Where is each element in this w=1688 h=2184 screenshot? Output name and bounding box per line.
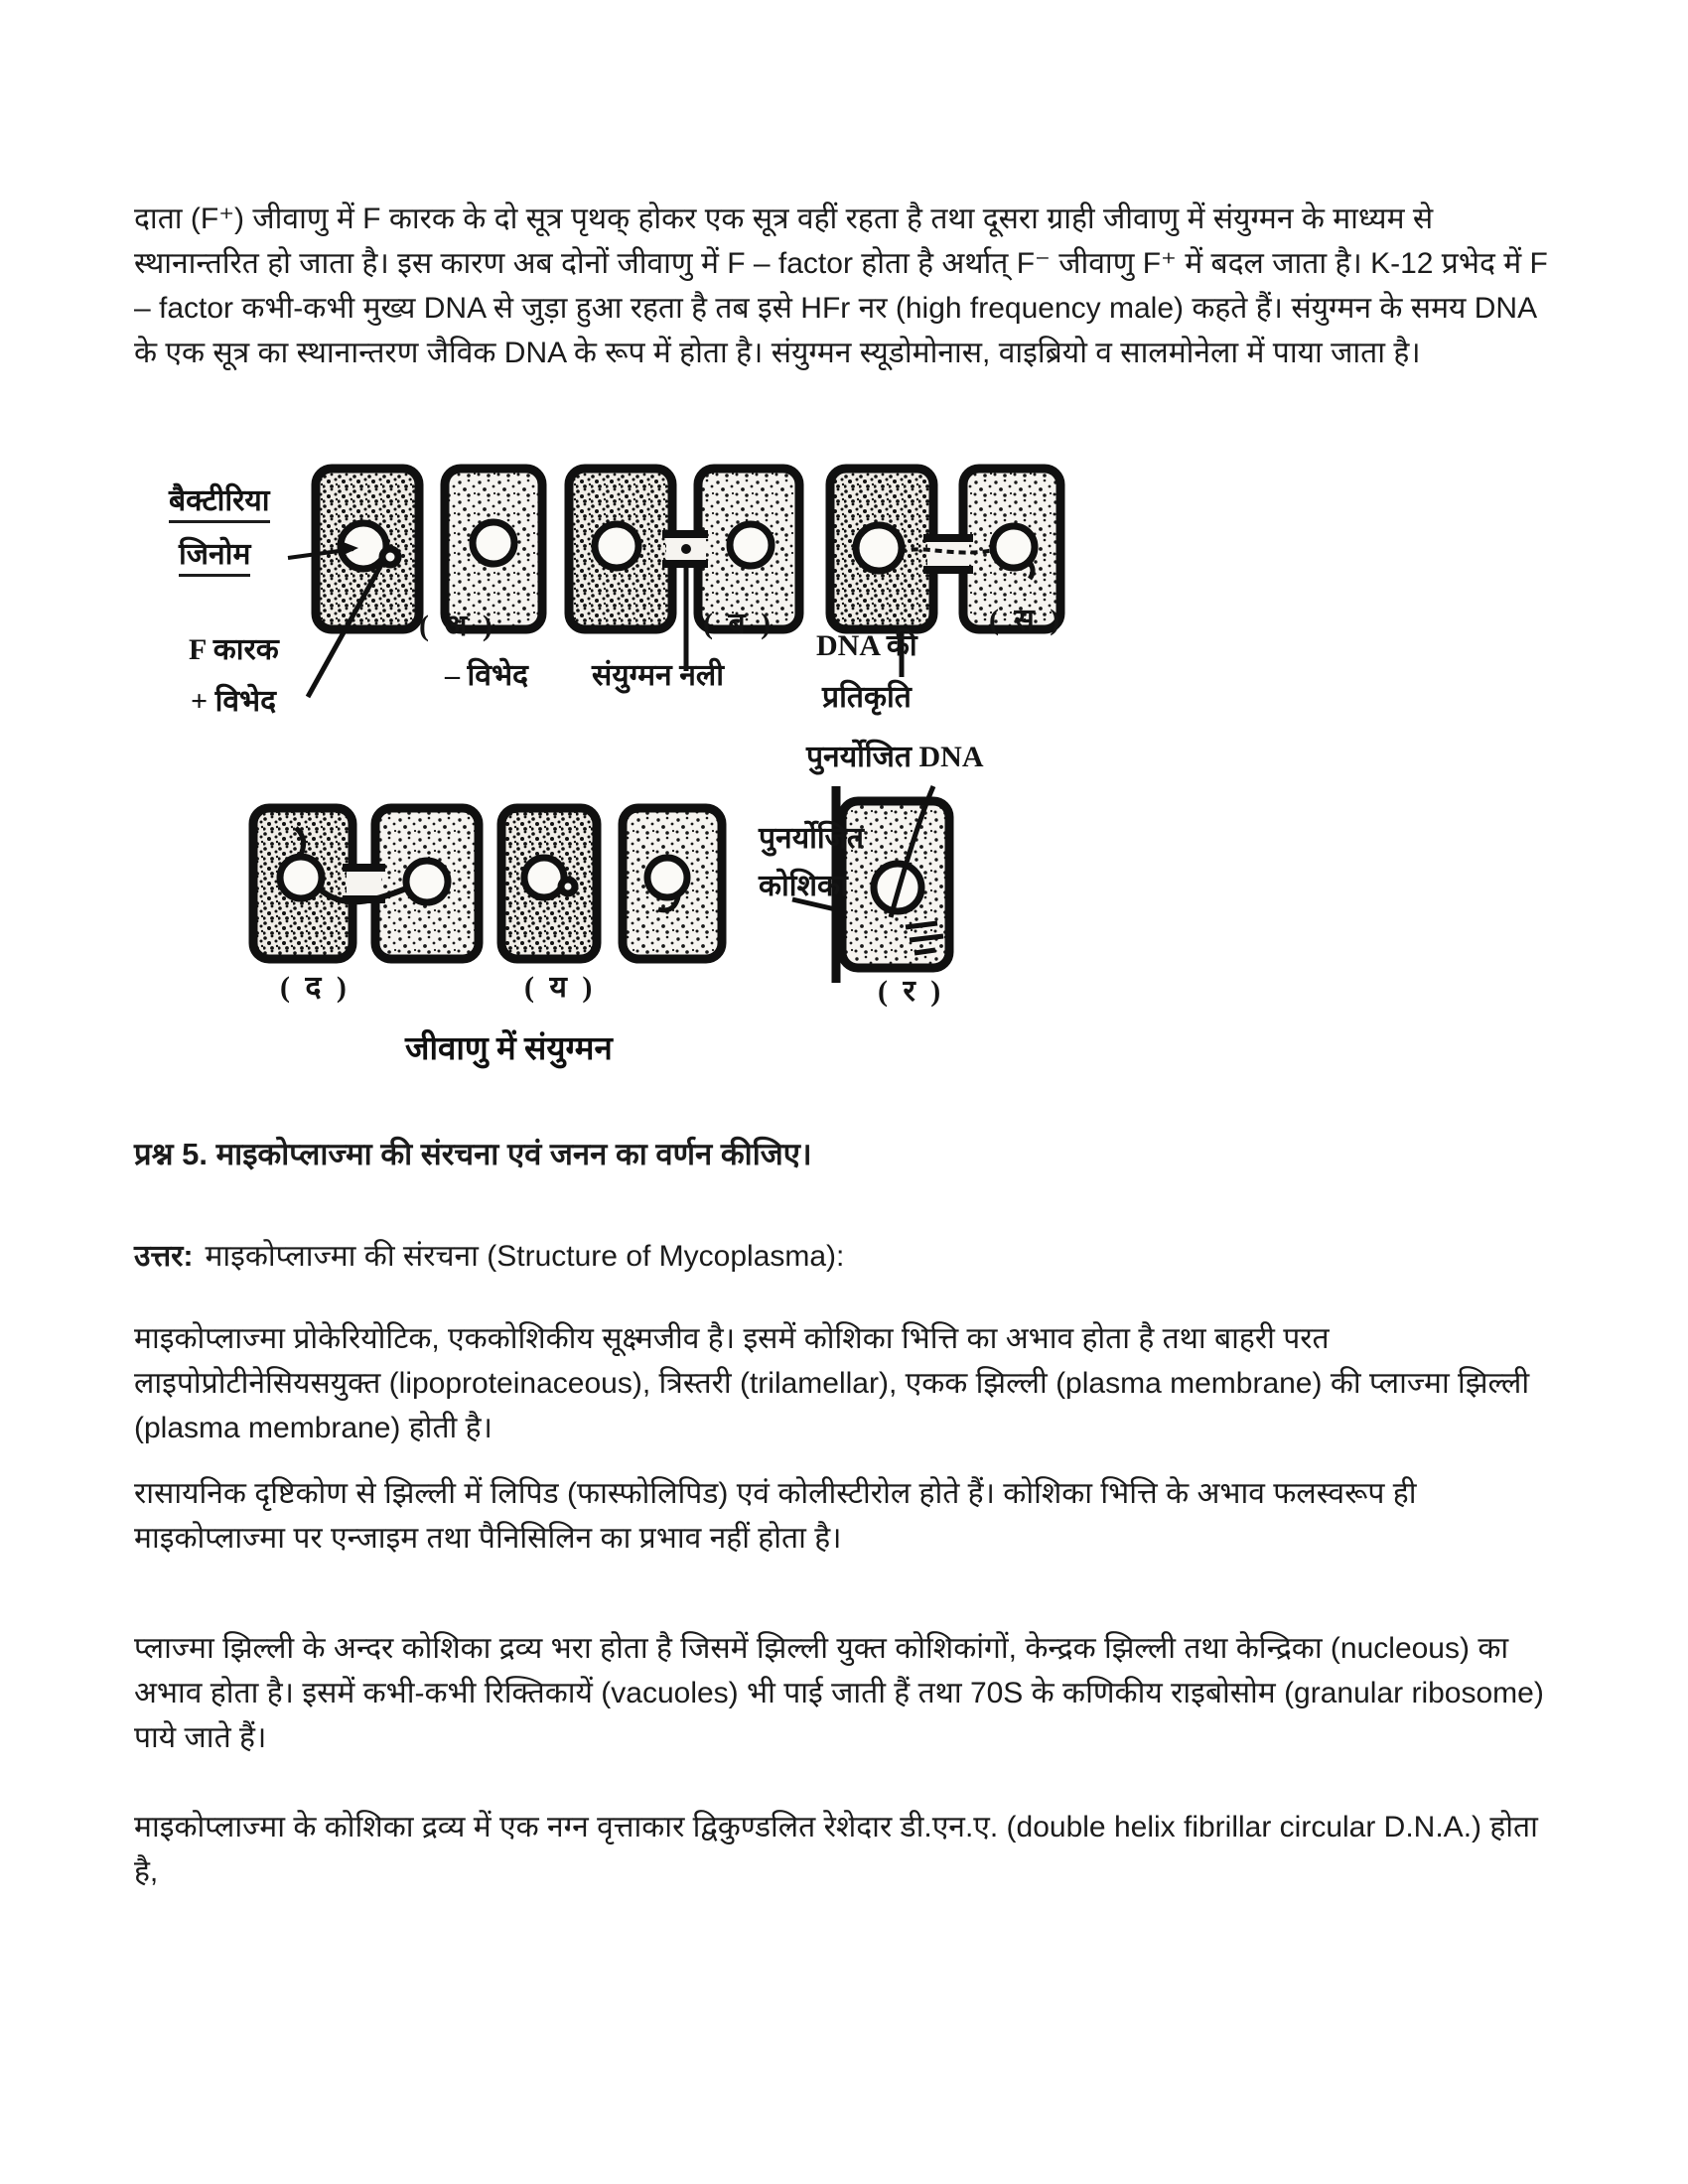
label-bacteria-genome-line2: जिनोम xyxy=(179,538,250,577)
label-dna-replication-line1: DNA की xyxy=(816,629,917,662)
label-conjugation-tube: संयुग्मन नली xyxy=(592,659,724,692)
answer-paragraph-1: माइकोप्लाज्मा प्रोकेरियोटिक, एककोशिकीय सूक्ष्मजीव है। इसमें कोशिका भित्ति का अभाव होता है तथा बाहरी परत लाइपोप्रोटीनेसियसयुक्त (lipoproteinaceous), त्रिस्तरी (trilamellar), एकक झिल्ली (plasma membrane) की प्लाज्मा झिल्ली (plasma membrane) होती है। xyxy=(134,1322,1530,1444)
panel-letter-r: ( र ) xyxy=(878,975,945,1008)
conjugation-tube-d xyxy=(343,868,385,899)
panel-letter-s: ( स ) xyxy=(989,604,1064,636)
label-f-factor-line1: F कारक xyxy=(189,633,279,666)
conjugation-diagram xyxy=(159,459,1132,1082)
panel-letter-b: ( ब ) xyxy=(703,608,775,640)
nucleoid xyxy=(280,857,322,898)
f-factor-plasmid xyxy=(382,549,398,565)
panel-letter-a: ( अ ) xyxy=(419,610,496,642)
label-recombined-cell-line2: कोशिका xyxy=(759,870,848,902)
nucleoid xyxy=(524,858,564,897)
answer-paragraph-2: रासायनिक दृष्टिकोण से झिल्ली में लिपिड (फास्फोलिपिड) एवं कोलीस्टीरोल होते हैं। कोशिका भित्ति के अभाव फलस्वरूप ही माइकोप्लाज्मा पर एन्जाइम तथा पैनिसिलिन का प्रभाव नहीं होता है। xyxy=(134,1477,1417,1555)
answer-paragraph-4: माइकोप्लाज्मा के कोशिका द्रव्य में एक नग्न वृत्ताकार द्विकुण्डलित रेशेदार डी.एन.ए. (double helix fibrillar circular D.N.A.) होता है, xyxy=(134,1811,1538,1888)
answer-paragraph-3: प्लाज्मा झिल्ली के अन्दर कोशिका द्रव्य भरा होता है जिसमें झिल्ली युक्त कोशिकांगों, केन्द्रक झिल्ली तथा केन्द्रिका (nucleous) का अभाव होता है। इसमें कभी-कभी रिक्तिकायें (vacuoles) भी पाई जाती हैं तथा 70S के कणिकीय राइबोसोम (granular ribosome) पाये जाते हैं। xyxy=(134,1632,1544,1754)
answer-intro-line xyxy=(134,1234,1556,1279)
intro-paragraph: दाता (F⁺) जीवाणु में F कारक के दो सूत्र पृथक् होकर एक सूत्र वहीं रहता है तथा दूसरा ग्राही जीवाणु में संयुग्मन के माध्यम से स्थानान्तरित हो जाता है। इस कारण अब दोनों जीवाणु में F – factor होता है अर्थात् F⁻ जीवाणु F⁺ में बदल जाता है। K-12 प्रभेद में F – factor कभी-कभी मुख्य DNA से जुड़ा हुआ रहता है तब इसे HFr नर (high frequency male) कहते हैं। संयुग्मन के समय DNA के एक सूत्र का स्थानान्तरण जैविक DNA के रूप में होता है। संयुग्मन स्यूडोमोनास, वाइब्रियो व सालमोनेला में पाया जाता है। xyxy=(134,203,1548,369)
label-dna-replication-line2: प्रतिकृति xyxy=(822,681,912,714)
nucleoid xyxy=(647,858,687,897)
nucleoid xyxy=(856,525,902,571)
label-recombined-dna: पुनर्योजित DNA xyxy=(806,741,984,773)
panel-letter-d: ( द ) xyxy=(280,971,351,1004)
f-factor-plasmid xyxy=(561,880,575,893)
answer-title: माइकोप्लाज्मा की संरचना (Structure of Mycoplasma): xyxy=(205,1240,845,1273)
figure-caption: जीवाणु में संयुग्मन xyxy=(405,1031,613,1067)
label-bacteria-genome-line1: बैक्टीरिया xyxy=(169,484,270,523)
nucleoid xyxy=(595,524,638,568)
label-minus-strain: – विभेद xyxy=(445,659,528,692)
label-f-factor-line2: + विभेद xyxy=(191,685,277,718)
answer-label: उत्तर: xyxy=(134,1240,194,1273)
nucleoid xyxy=(730,524,772,566)
label-recombined-cell-line1: पुनर्योजित xyxy=(759,822,864,855)
nucleoid xyxy=(406,861,448,902)
conjugation-tube-b xyxy=(662,534,708,564)
question-heading: प्रश्न 5. माइकोप्लाज्मा की संरचना एवं जनन का वर्णन कीजिए। xyxy=(134,1137,812,1171)
nucleoid xyxy=(473,522,514,564)
panel-letter-y: ( य ) xyxy=(524,971,597,1004)
